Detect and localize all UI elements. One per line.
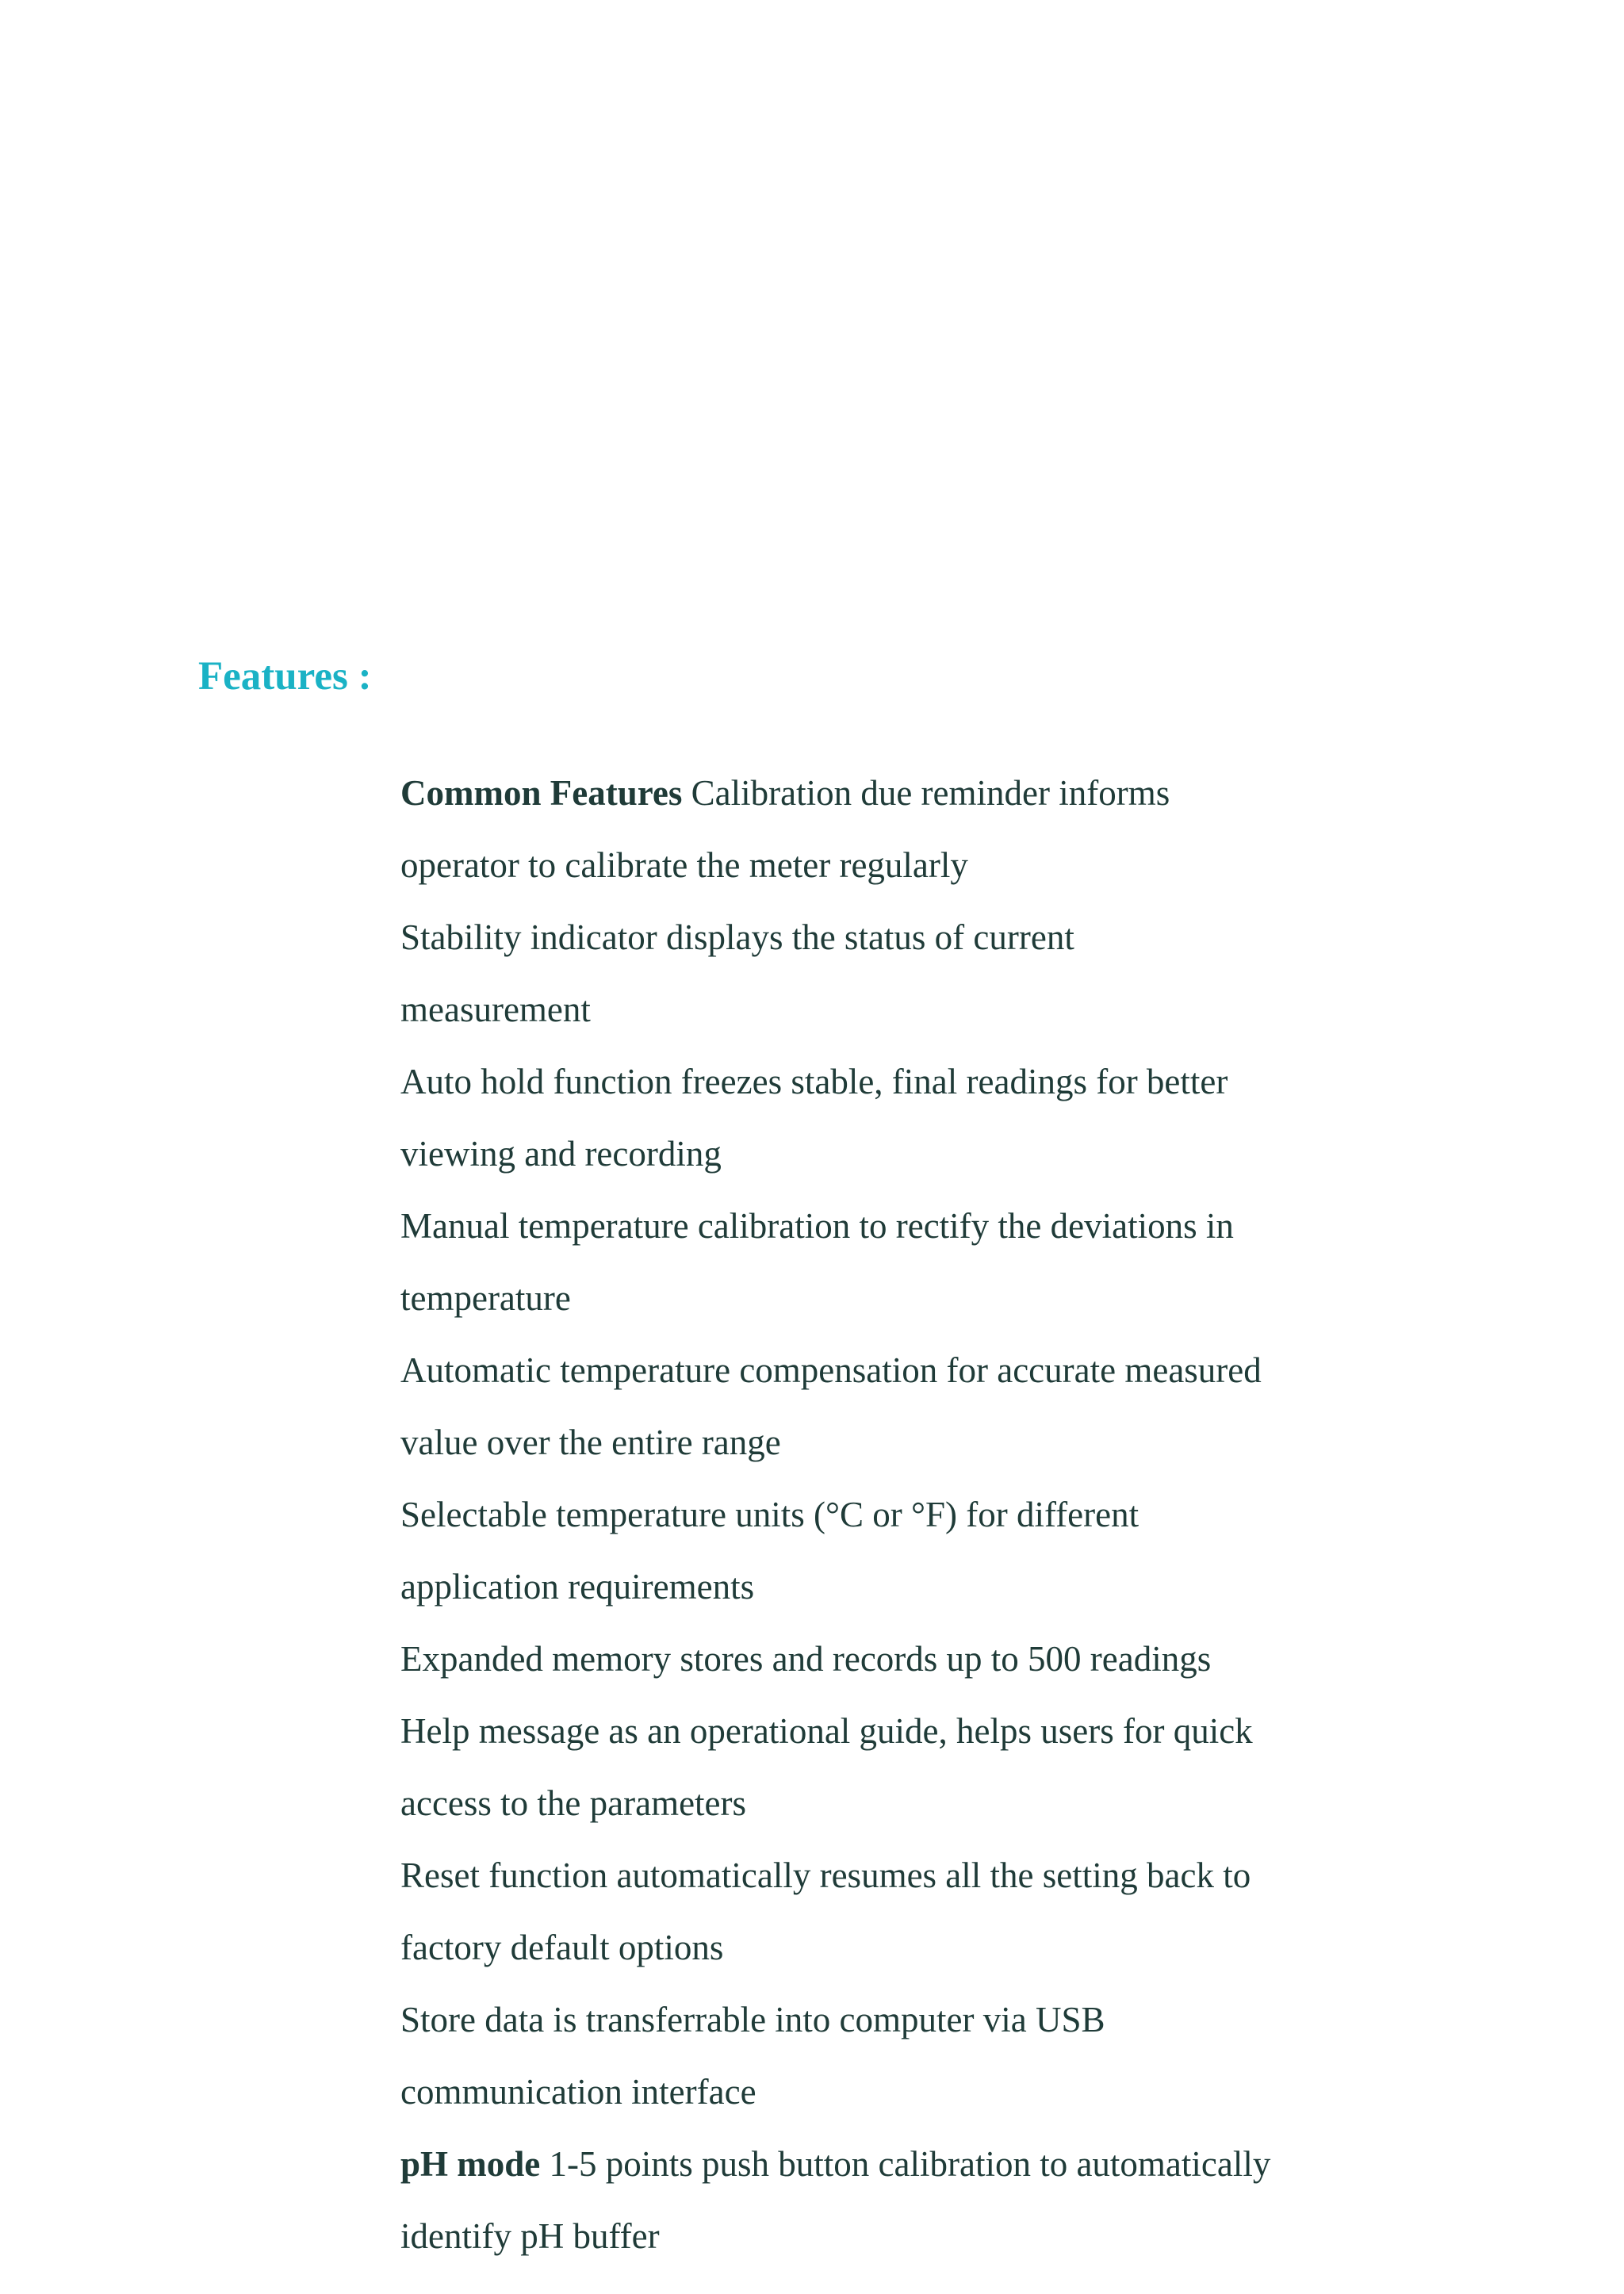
feature-item-text: Help message as an operational guide, helps users for quick access to the parameters xyxy=(400,1711,1253,1823)
feature-item-text: Expanded memory stores and records up to 500 readings xyxy=(400,1639,1212,1679)
feature-item-ph-mode xyxy=(400,2128,1273,2273)
feature-item-title: Common Features xyxy=(400,773,683,813)
feature-item-text: Store data is transferrable into computer via USB communication interface xyxy=(400,2000,1105,2112)
feature-item-text: Automatic temperature compensation for accurate measured value over the entire range xyxy=(400,1350,1262,1462)
feature-item-text: Selectable temperature units (°C or °F) for different application requirements xyxy=(400,1495,1139,1607)
feature-item-expanded-memory xyxy=(400,1623,1273,1695)
feature-item-help-message xyxy=(400,1695,1273,1840)
feature-item-text: Reset function automatically resumes all the setting back to factory default options xyxy=(400,1855,1251,1967)
feature-item-manual-temperature-calibration xyxy=(400,1190,1273,1335)
feature-item-text: Calibration due reminder informs operator to calibrate the meter regularly xyxy=(400,773,1170,885)
feature-item-reset-function xyxy=(400,1840,1273,1984)
feature-item-text: Auto hold function freezes stable, final readings for better viewing and recording xyxy=(400,1062,1228,1174)
feature-item-text: Manual temperature calibration to rectify the deviations in temperature xyxy=(400,1206,1234,1318)
features-heading: Features : xyxy=(198,654,372,699)
feature-item-automatic-temperature-compensation xyxy=(400,1335,1273,1479)
feature-item-temperature-units xyxy=(400,1479,1273,1623)
feature-item-text: 1-5 points push button calibration to automatically identify pH buffer xyxy=(400,2144,1271,2256)
feature-item-text: Stability indicator displays the status of current measurement xyxy=(400,917,1074,1029)
feature-item-title: pH mode xyxy=(400,2144,541,2184)
feature-item-common-features xyxy=(400,757,1273,902)
feature-item-usb-transfer xyxy=(400,1984,1273,2128)
feature-item-auto-hold xyxy=(400,1046,1273,1190)
feature-list xyxy=(400,757,1273,2273)
feature-item-stability-indicator xyxy=(400,902,1273,1046)
